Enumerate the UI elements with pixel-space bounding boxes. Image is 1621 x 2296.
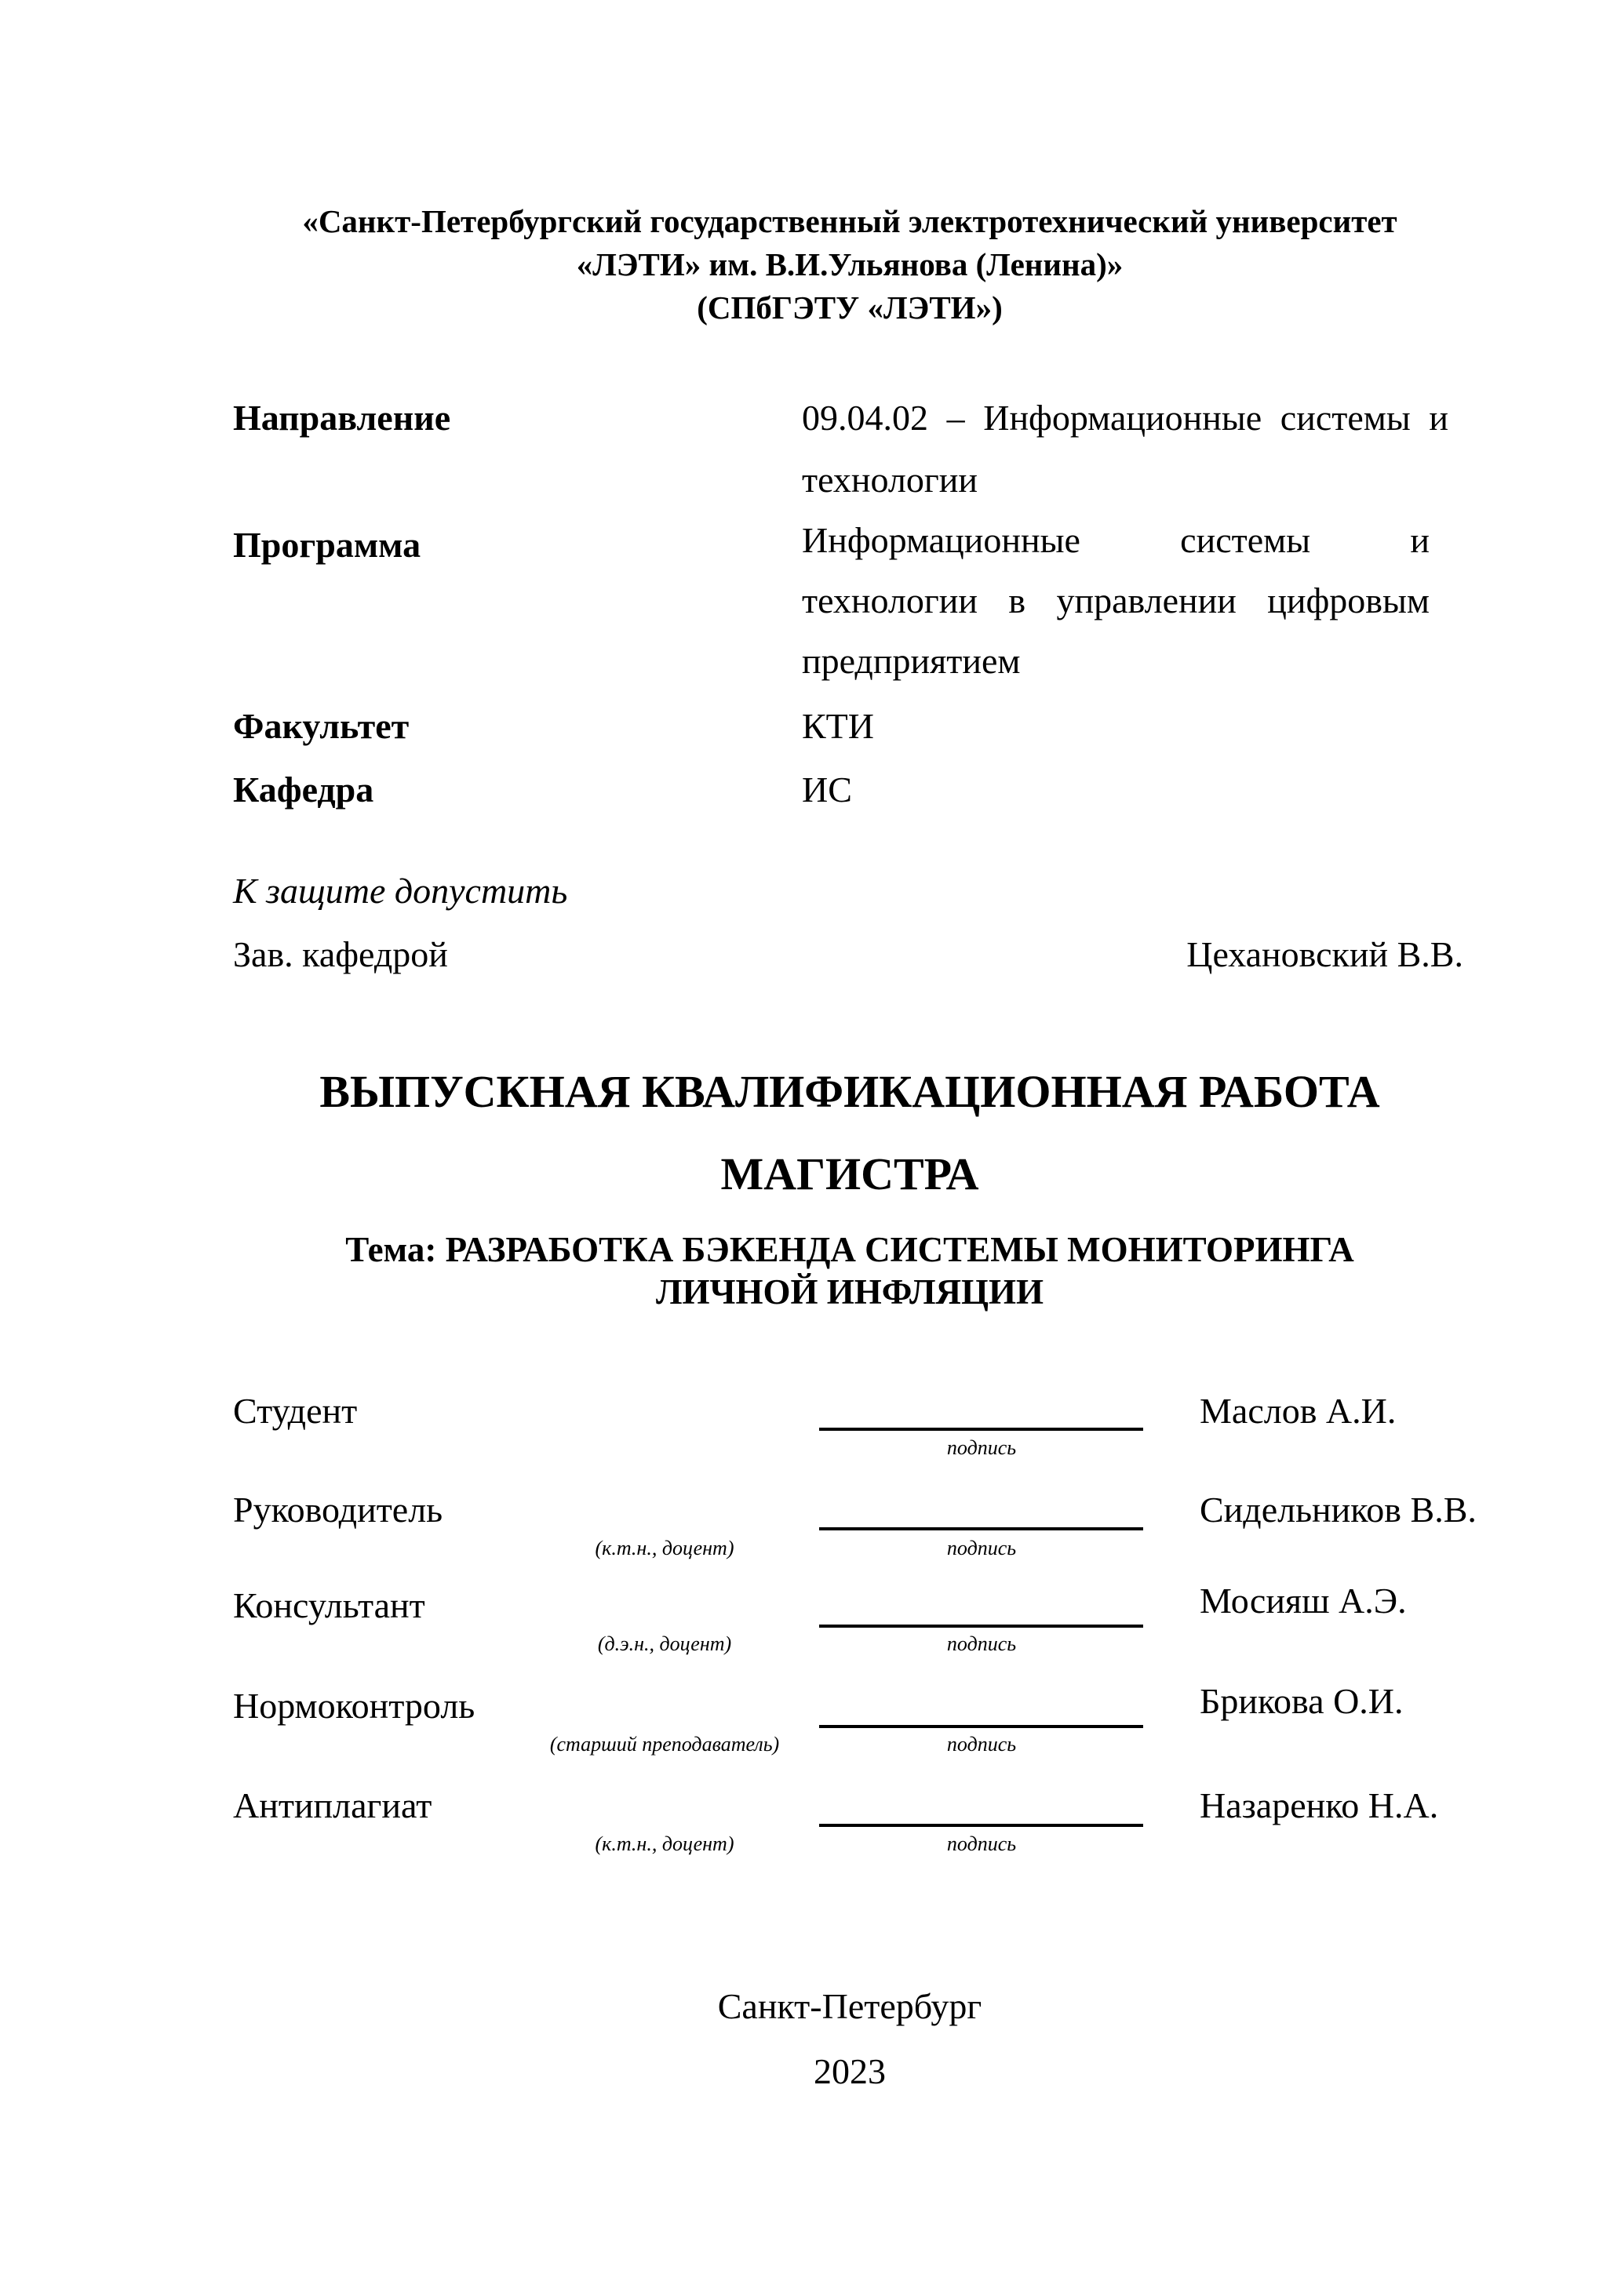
university-name-line-1: «Санкт-Петербургский государственный электротехнический университет: [302, 203, 1397, 239]
signature-line: [819, 1725, 1143, 1728]
signature-role: Студент: [233, 1391, 358, 1431]
year: 2023: [814, 2051, 886, 2091]
signature-line: [819, 1428, 1143, 1431]
signature-caption: подпись: [946, 1832, 1017, 1855]
signature-role: Нормоконтроль: [233, 1686, 475, 1726]
signature-name: Мосияш А.Э.: [1200, 1581, 1407, 1621]
faculty-label: Факультет: [233, 706, 410, 746]
city: Санкт-Петербург: [717, 1986, 982, 2026]
program-value-line-3: предприятием: [802, 641, 1021, 681]
signature-name: Назаренко Н.А.: [1200, 1785, 1439, 1825]
department-label: Кафедра: [233, 770, 374, 810]
signature-line: [819, 1625, 1143, 1628]
signature-line: [819, 1527, 1143, 1530]
signature-caption: подпись: [946, 1632, 1017, 1655]
direction-label: Направление: [233, 398, 451, 438]
signature-name: Сидельников В.В.: [1200, 1490, 1477, 1530]
signature-degree: (к.т.н., доцент): [595, 1537, 734, 1559]
direction-value-line-1: 09.04.02 – Информационные системы и: [802, 398, 1448, 438]
work-title-line-2: МАГИСТРА: [720, 1148, 979, 1199]
signature-role: Антиплагиат: [233, 1785, 432, 1825]
program-value-line-2: технологии в управлении цифровым: [802, 580, 1430, 620]
signature-degree: (к.т.н., доцент): [595, 1832, 734, 1855]
theme-line-2: ЛИЧНОЙ ИНФЛЯЦИИ: [655, 1272, 1044, 1312]
head-of-department-name: Цехановский В.В.: [1186, 934, 1463, 974]
signature-degree: (старший преподаватель): [549, 1733, 780, 1756]
signature-name: Брикова О.И.: [1200, 1681, 1404, 1721]
direction-value-line-2: технологии: [802, 460, 978, 500]
head-of-department-label: Зав. кафедрой: [233, 934, 448, 974]
signature-caption: подпись: [946, 1733, 1017, 1756]
program-value-line-1: Информационные системы и: [802, 520, 1430, 560]
university-abbreviation: (СПбГЭТУ «ЛЭТИ»): [697, 289, 1003, 326]
department-value: ИС: [802, 770, 852, 810]
signature-line: [819, 1824, 1143, 1827]
faculty-value: КТИ: [802, 706, 874, 746]
program-label: Программа: [233, 525, 421, 565]
admission-note: К защите допустить: [233, 871, 568, 911]
signature-role: Руководитель: [233, 1490, 443, 1530]
signature-name: Маслов А.И.: [1200, 1391, 1397, 1431]
theme-line-1: Тема: РАЗРАБОТКА БЭКЕНДА СИСТЕМЫ МОНИТОРИНГА: [345, 1230, 1354, 1269]
signature-caption: подпись: [946, 1537, 1017, 1559]
signature-role: Консультант: [233, 1585, 425, 1625]
signature-caption: подпись: [946, 1436, 1017, 1459]
university-name-line-2: «ЛЭТИ» им. В.И.Ульянова (Ленина)»: [576, 246, 1124, 282]
signature-degree: (д.э.н., доцент): [597, 1632, 732, 1655]
work-title-line-1: ВЫПУСКНАЯ КВАЛИФИКАЦИОННАЯ РАБОТА: [319, 1066, 1380, 1117]
